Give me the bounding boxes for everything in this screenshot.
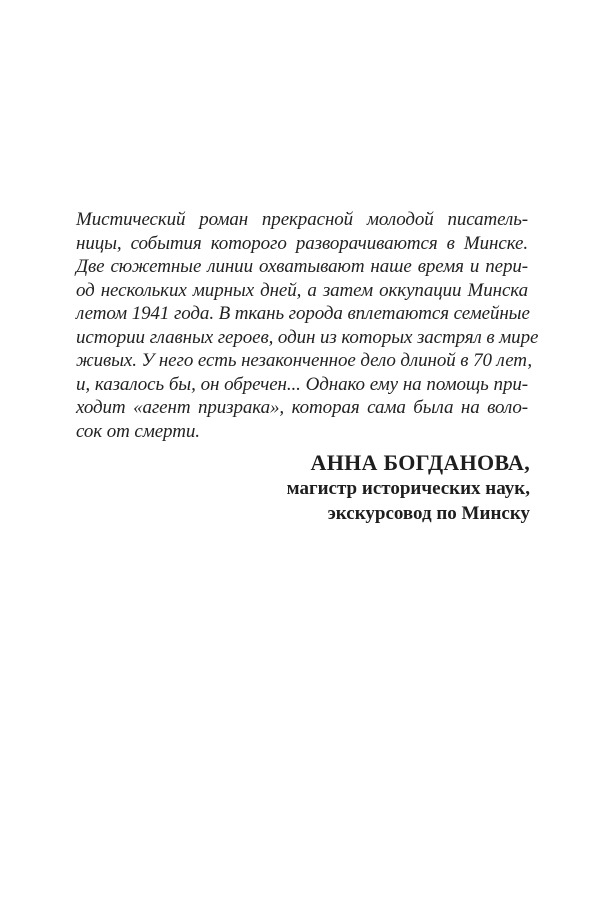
paragraph-line: Две сюжетные линии охватывают наше время и пери- <box>76 256 528 277</box>
attribution-role: магистр исторических наук, <box>286 478 530 499</box>
paragraph-line: ницы, события которого разворачиваются в Минске. <box>76 232 528 254</box>
annotation-paragraph <box>76 208 539 443</box>
paragraph-line: ходит «агент призрака», которая сама была на воло- <box>76 397 528 418</box>
paragraph-line: истории главных героев, один из которых застрял в мире <box>76 326 539 348</box>
paragraph-line: и, казалось бы, он обречен... Однако ему на помощь при- <box>76 373 528 395</box>
attribution-name: АННА БОГДАНОВА, <box>310 450 530 475</box>
paragraph-line: од нескольких мирных дней, а затем оккупации Минска <box>76 279 528 301</box>
attribution-role-2: экскурсовод по Минску <box>327 503 530 524</box>
attribution <box>130 450 530 526</box>
paragraph-line: Мистический роман прекрасной молодой писатель- <box>76 209 528 230</box>
paragraph-line: сок от смерти. <box>76 420 200 442</box>
paragraph-line: летом 1941 года. В ткань города вплетаются семейные <box>76 303 530 324</box>
paragraph-line: живых. У него есть незаконченное дело длиной в 70 лет, <box>76 350 533 371</box>
